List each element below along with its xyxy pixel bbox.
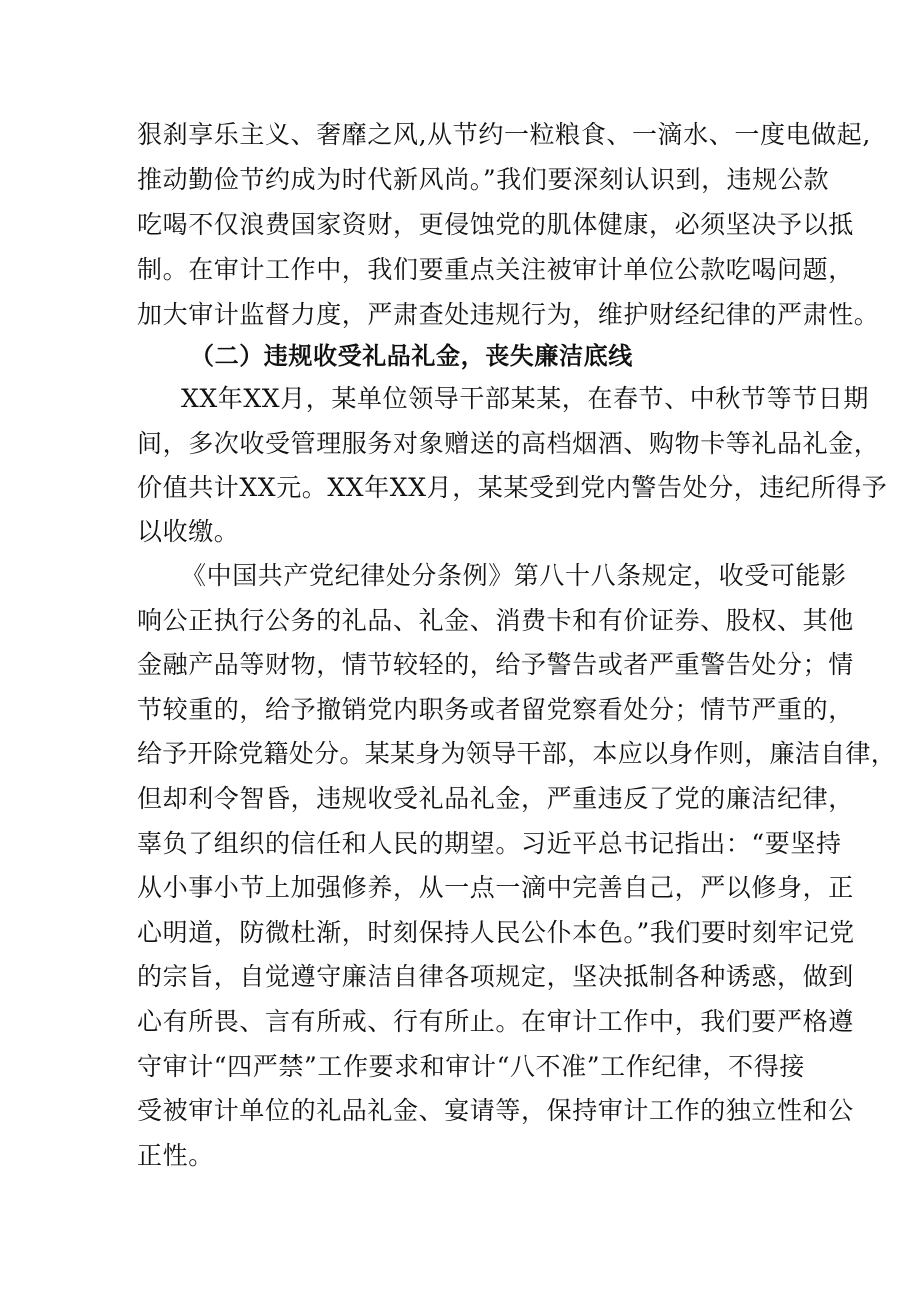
text-line: 狠刹享乐主义、奢靡之风,从节约一粒粮食、一滴水、一度电做起, — [137, 120, 871, 149]
section-heading: （二）违规收受礼品礼金，丧失廉洁底线 — [190, 342, 633, 370]
text-line: 但却利令智昏，违规收受礼品礼金，严重违反了党的廉洁纪律， — [137, 784, 854, 813]
text-line: 《中国共产党纪律处分条例》第八十八条规定，收受可能影 — [181, 561, 847, 590]
text-line: 加大审计监督力度，严肃查处违规行为，维护财经纪律的严肃性。 — [137, 300, 880, 329]
text-line: 正性。 — [137, 1141, 214, 1170]
text-line: 心有所畏、言有所戒、行有所止。在审计工作中，我们要严格遵 — [137, 1007, 854, 1036]
text-line: 以收缴。 — [137, 517, 240, 546]
text-line: 吃喝不仅浪费国家资财，更侵蚀党的肌体健康，必须坚决予以抵 — [137, 210, 854, 239]
text-line: 间，多次收受管理服务对象赠送的高档烟酒、购物卡等礼品礼金， — [137, 429, 880, 458]
text-line: 辜负了组织的信任和人民的期望。习近平总书记指出：“要坚持 — [137, 829, 842, 858]
text-line: 制。在审计工作中，我们要重点关注被审计单位公款吃喝问题， — [137, 255, 854, 284]
text-line: 的宗旨，自觉遵守廉洁自律各项规定，坚决抵制各种诱惑，做到 — [137, 962, 854, 991]
text-line: 金融产品等财物，情节较轻的，给予警告或者严重警告处分；情 — [137, 650, 854, 679]
text-line: 响公正执行公务的礼品、礼金、消费卡和有价证券、股权、其他 — [137, 606, 854, 635]
text-line: 受被审计单位的礼品礼金、宴请等，保持审计工作的独立性和公 — [137, 1096, 854, 1125]
text-line: 节较重的，给予撤销党内职务或者留党察看处分；情节严重的， — [137, 695, 854, 724]
text-line: 价值共计XX元。XX年XX月，某某受到党内警告处分，违纪所得予 — [137, 473, 888, 502]
text-line: 守审计“四严禁”工作要求和审计“八不准”工作纪律，不得接 — [137, 1052, 805, 1081]
text-line: 从小事小节上加强修养，从一点一滴中完善自己，严以修身，正 — [137, 873, 854, 902]
text-line: 给予开除党籍处分。某某身为领导干部，本应以身作则，廉洁自律， — [137, 739, 897, 768]
text-line: 心明道，防微杜渐，时刻保持人民公仆本色。”我们要时刻牢记党 — [137, 918, 855, 947]
text-line: XX年XX月，某单位领导干部某某，在春节、中秋节等节日期 — [181, 384, 869, 413]
text-line: 推动勤俭节约成为时代新风尚。”我们要深刻认识到，违规公款 — [137, 165, 830, 194]
